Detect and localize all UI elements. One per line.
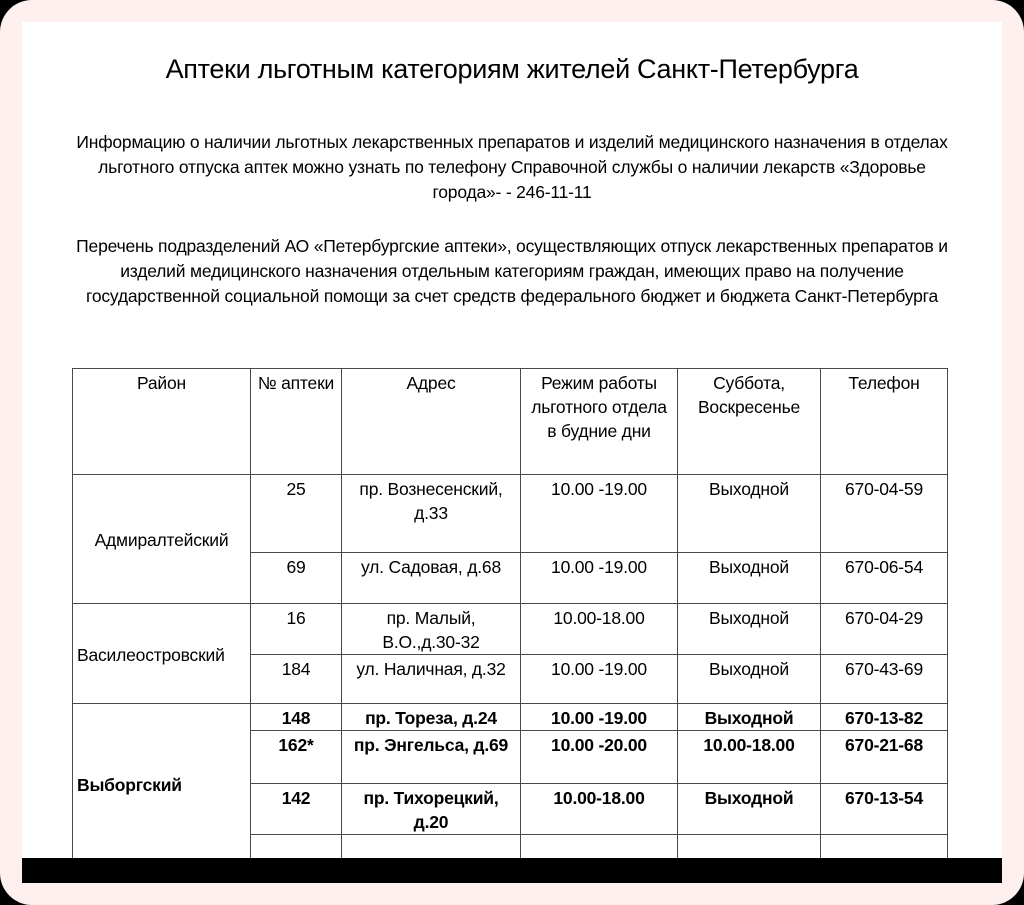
weekend-hours: 10.00-18.00	[678, 731, 821, 784]
address: пр. Тореза, д.24	[342, 704, 521, 731]
phone: 670-06-54	[821, 553, 948, 604]
weekday-hours: 10.00 -19.00	[521, 704, 678, 731]
address: пр. Малый, В.О.,д.30-32	[342, 604, 521, 655]
pharmacy-number: 16	[251, 604, 342, 655]
empty-cell	[251, 835, 342, 859]
pharmacy-number: 69	[251, 553, 342, 604]
weekday-hours: 10.00-18.00	[521, 604, 678, 655]
empty-cell	[821, 835, 948, 859]
phone: 670-13-54	[821, 784, 948, 835]
district-cell: Адмиралтейский	[73, 475, 251, 604]
pharmacy-number: 25	[251, 475, 342, 553]
header-weekday-hours: Режим работы льготного отдела в будние дни	[521, 369, 678, 475]
weekend-hours: Выходной	[678, 475, 821, 553]
pharmacy-number: 162*	[251, 731, 342, 784]
phone: 670-13-82	[821, 704, 948, 731]
district-cell: Выборгский	[73, 704, 251, 859]
weekday-hours: 10.00 -19.00	[521, 553, 678, 604]
pharmacy-number: 142	[251, 784, 342, 835]
empty-cell	[521, 835, 678, 859]
weekday-hours: 10.00 -19.00	[521, 655, 678, 704]
header-pharmacy-number: № аптеки	[251, 369, 342, 475]
weekend-hours: Выходной	[678, 655, 821, 704]
weekday-hours: 10.00-18.00	[521, 784, 678, 835]
empty-cell	[678, 835, 821, 859]
address: ул. Наличная, д.32	[342, 655, 521, 704]
header-weekend: Суббота, Воскресенье	[678, 369, 821, 475]
header-phone: Телефон	[821, 369, 948, 475]
table-row	[73, 604, 948, 655]
page-title: Аптеки льготным категориям жителей Санкт-Петербурга	[165, 54, 859, 84]
phone: 670-21-68	[821, 731, 948, 784]
address: ул. Садовая, д.68	[342, 553, 521, 604]
phone: 670-04-29	[821, 604, 948, 655]
weekend-hours: Выходной	[678, 604, 821, 655]
weekend-hours: Выходной	[678, 553, 821, 604]
address: пр. Тихорецкий, д.20	[342, 784, 521, 835]
pharmacy-number: 184	[251, 655, 342, 704]
table-header-row	[73, 369, 948, 475]
weekday-hours: 10.00 -19.00	[521, 475, 678, 553]
address: пр. Энгельса, д.69	[342, 731, 521, 784]
document-page	[22, 22, 1002, 858]
empty-cell	[342, 835, 521, 859]
info-paragraph: Информацию о наличии льготных лекарственных препаратов и изделий медицинского назначения в отделах льготного отпуска аптек можно узнать по телефону Справочной службы о наличии лекарств «Здоровье города»- - 246-11-11	[76, 132, 948, 202]
list-description-paragraph: Перечень подразделений АО «Петербургские аптеки», осуществляющих отпуск лекарственных препаратов и изделий медицинского назначения отдельным категориям граждан, имеющих право на получение государственной социальной помощи за счет средств федерального бюджет и бюджета Санкт-Петербурга	[76, 236, 948, 306]
table-row	[73, 704, 948, 731]
district-cell: Василеостровский	[73, 604, 251, 704]
phone: 670-04-59	[821, 475, 948, 553]
weekend-hours: Выходной	[678, 784, 821, 835]
weekday-hours: 10.00 -20.00	[521, 731, 678, 784]
header-address: Адрес	[342, 369, 521, 475]
table-row	[73, 475, 948, 553]
header-district: Район	[73, 369, 251, 475]
pharmacy-number: 148	[251, 704, 342, 731]
weekend-hours: Выходной	[678, 704, 821, 731]
phone: 670-43-69	[821, 655, 948, 704]
bottom-black-bar	[22, 858, 1002, 883]
pharmacy-table	[72, 368, 948, 858]
address: пр. Вознесенский, д.33	[342, 475, 521, 553]
